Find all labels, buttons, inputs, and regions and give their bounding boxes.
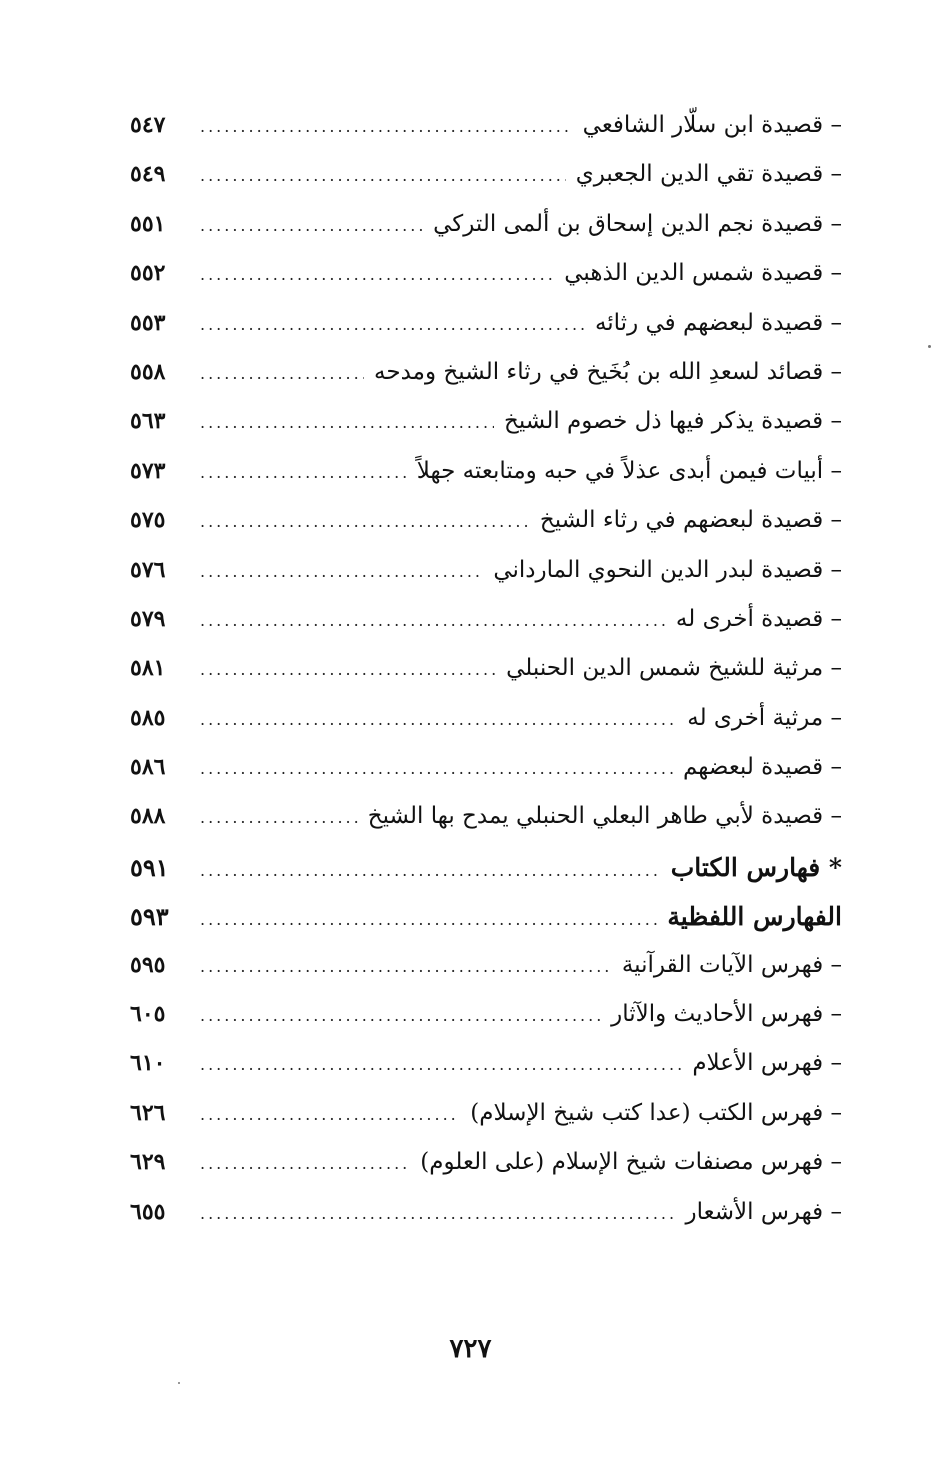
entry-title: – قصيدة لأبي طاهر البعلي الحنبلي يمدح بها الشيخ <box>367 803 842 830</box>
toc-subsection-heading <box>130 902 842 951</box>
leader-dots <box>200 759 673 778</box>
entry-title: – قصيدة تقي الدين الجعبري <box>575 161 842 188</box>
entry-page: ٥٧٦ <box>130 556 166 583</box>
leader-dots <box>200 562 483 581</box>
leader-dots <box>200 413 494 432</box>
entry-page: ٦٢٩ <box>130 1149 166 1176</box>
toc-entry <box>130 1199 842 1248</box>
entry-page: ٥٨١ <box>130 655 166 682</box>
entry-page: ٦٢٦ <box>130 1099 166 1126</box>
toc-entry <box>130 803 842 852</box>
entry-title: – مرثية للشيخ شمس الدين الحنبلي <box>506 655 842 682</box>
entry-title: – قصيدة لبعضهم في رثائه <box>594 309 842 336</box>
leader-dots <box>200 265 554 284</box>
toc-entry <box>130 705 842 754</box>
entry-page: ٥٨٦ <box>130 754 166 781</box>
section-title: * فهارس الكتاب <box>670 852 842 882</box>
entry-page: ٥٥٣ <box>130 309 166 336</box>
toc-entry <box>130 211 842 260</box>
leader-dots <box>200 1154 410 1173</box>
entry-title: – فهرس الكتب (عدا كتب شيخ الإسلام) <box>470 1099 842 1126</box>
entry-title: – قصيدة لبعضهم <box>682 754 842 781</box>
entry-title: – قصيدة ابن سلّار الشافعي <box>582 112 842 138</box>
leader-dots <box>200 1055 682 1074</box>
toc-entry <box>130 754 842 803</box>
entry-page: ٥٥٢ <box>130 260 166 287</box>
toc-entry <box>130 1100 842 1149</box>
entry-title: – فهرس الأعلام <box>692 1050 842 1077</box>
leader-dots <box>200 1105 460 1124</box>
entry-page: ٥٤٩ <box>130 161 166 188</box>
entry-page: ٥٨٨ <box>130 803 166 830</box>
entry-page: ٦١٠ <box>130 1050 166 1077</box>
entry-page: ٥٧٥ <box>130 507 166 534</box>
entry-title: – قصيدة لبعضهم في رثاء الشيخ <box>539 507 842 534</box>
leader-dots <box>200 1204 676 1223</box>
leader-dots <box>200 117 573 136</box>
entry-page: ٥٥٨ <box>130 358 166 385</box>
entry-title: – قصائد لسعدِ الله بن بُخَيخ في رثاء الشيخ ومدحه <box>374 358 842 385</box>
entry-title: – قصيدة أخرى له <box>675 605 842 632</box>
scan-speck <box>178 1382 180 1384</box>
toc-section-heading <box>130 853 842 902</box>
toc-entry <box>130 112 842 161</box>
leader-dots <box>200 910 657 929</box>
entry-title: – أبيات فيمن أبدى عذلاً في حبه ومتابعته جهلاً <box>416 457 842 484</box>
entry-title: – فهرس الأشعار <box>685 1198 842 1225</box>
toc-entry <box>130 507 842 556</box>
leader-dots <box>200 808 358 827</box>
entry-title: – فهرس الأحاديث والآثار <box>611 1001 842 1028</box>
entry-page: ٥٧٩ <box>130 605 166 632</box>
leader-dots <box>200 216 423 235</box>
entry-title: – فهرس مصنفات شيخ الإسلام (على العلوم) <box>420 1149 842 1176</box>
leader-dots <box>200 660 496 679</box>
entry-title: – مرثية أخرى له <box>687 704 842 731</box>
entry-title: – قصيدة لبدر الدين النحوي المارداني <box>493 556 842 583</box>
entry-page: ٥٩٣ <box>130 902 169 932</box>
leader-dots <box>200 364 364 383</box>
toc-entry <box>130 458 842 507</box>
page-number: ٧٢٧ <box>449 1334 492 1364</box>
scan-speck <box>928 345 931 348</box>
leader-dots <box>200 1006 601 1025</box>
entry-page: ٥٨٥ <box>130 704 166 731</box>
entry-page: ٥٤٧ <box>130 112 166 138</box>
toc-entry <box>130 260 842 309</box>
toc-entry <box>130 359 842 408</box>
entry-title: – فهرس الآيات القرآنية <box>621 951 842 978</box>
toc-entry <box>130 606 842 655</box>
leader-dots <box>200 710 677 729</box>
toc-entry <box>130 655 842 704</box>
table-of-contents <box>130 112 842 1248</box>
entry-page: ٥٦٣ <box>130 408 166 435</box>
toc-entry <box>130 310 842 359</box>
toc-entry <box>130 1149 842 1198</box>
leader-dots <box>200 611 666 630</box>
toc-entry <box>130 557 842 606</box>
entry-title: – قصيدة نجم الدين إسحاق بن ألمى التركي <box>433 210 842 237</box>
toc-entry <box>130 408 842 457</box>
entry-page: ٥٩١ <box>130 852 169 882</box>
toc-entry <box>130 1001 842 1050</box>
toc-entry <box>130 161 842 210</box>
leader-dots <box>200 315 585 334</box>
leader-dots <box>200 512 530 531</box>
entry-page: ٥٩٥ <box>130 951 166 978</box>
entry-page: ٥٥١ <box>130 210 166 237</box>
leader-dots <box>200 957 612 976</box>
entry-page: ٥٧٣ <box>130 457 166 484</box>
leader-dots <box>200 463 407 482</box>
entry-title: – قصيدة يذكر فيها ذل خصوم الشيخ <box>504 408 842 435</box>
entry-title: – قصيدة شمس الدين الذهبي <box>564 260 842 287</box>
entry-page: ٦٠٥ <box>130 1001 166 1028</box>
section-title: الفهارس اللفظية <box>667 902 842 932</box>
entry-page: ٦٥٥ <box>130 1198 166 1225</box>
leader-dots <box>200 166 566 185</box>
leader-dots <box>200 861 661 880</box>
toc-entry <box>130 952 842 1001</box>
toc-entry <box>130 1050 842 1099</box>
